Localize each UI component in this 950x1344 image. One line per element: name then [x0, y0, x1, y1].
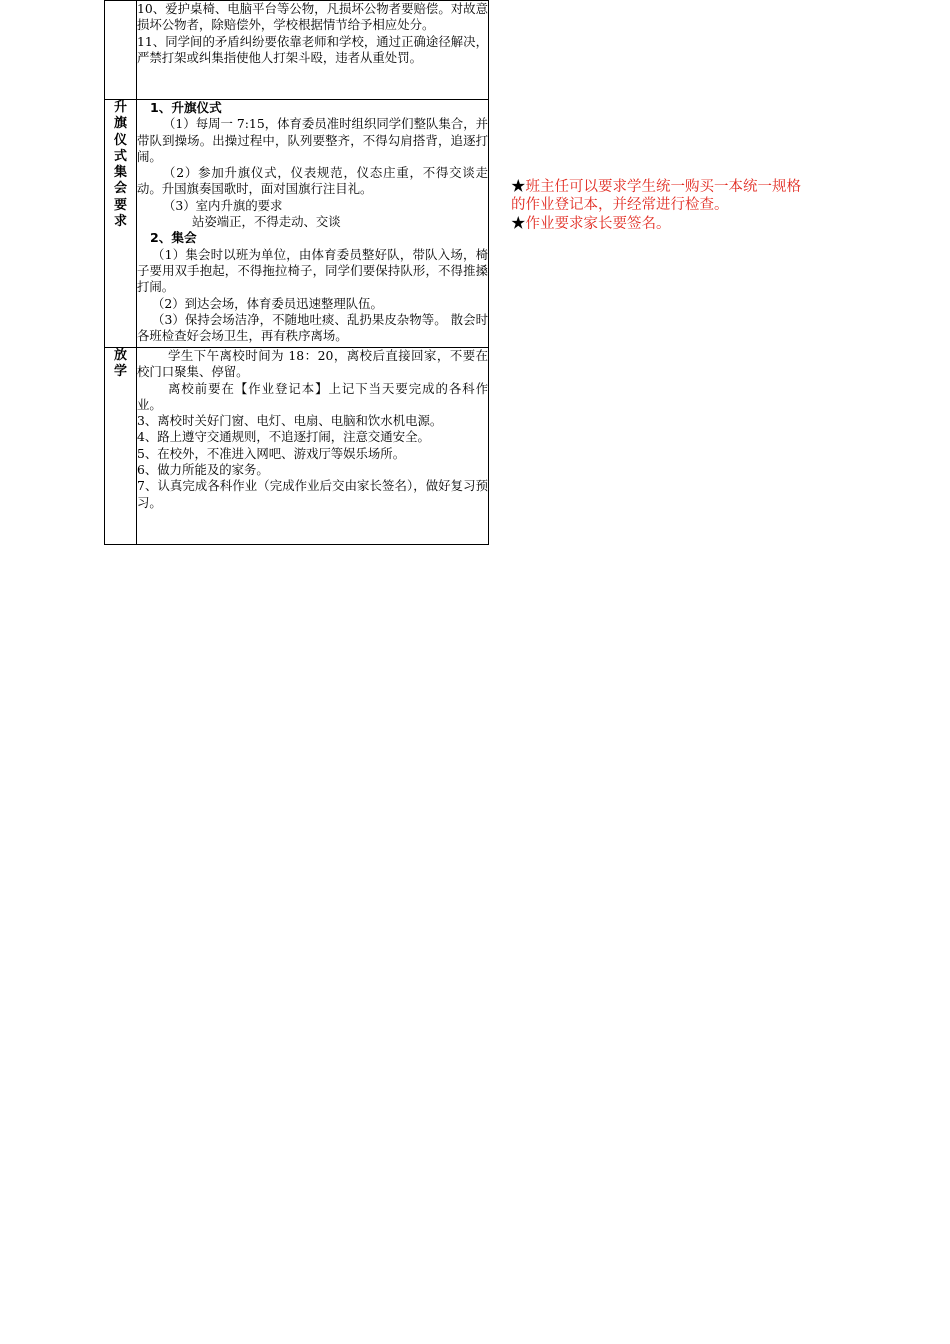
row-content-dismissal	[137, 348, 489, 545]
rule-11: 11、同学间的矛盾纠纷要依靠老师和学校，通过正确途径解决，严禁打架或纠集指使他人打架斗殴，违者从重处罚。	[137, 33, 488, 65]
table-row	[105, 100, 489, 348]
row-content-discipline	[137, 1, 489, 100]
label-char: 要	[113, 197, 127, 213]
assembly-item-3: （3）保持会场洁净，不随地吐痰、乱扔果皮杂物等。 散会时各班检查好会场卫生，再有秩序离场。	[137, 311, 488, 344]
table-row	[105, 1, 489, 100]
heading-flag-raising: 1、升旗仪式	[150, 100, 222, 115]
label-char: 会	[113, 181, 127, 197]
row-label-flag-ceremony	[105, 100, 137, 348]
dismissal-item-3: 3、离校时关好门窗、电灯、电扇、电脑和饮水机电源。	[137, 413, 443, 429]
dismissal-item-1: 学生下午离校时间为 18：20，离校后直接回家，不要在校门口聚集、停留。	[137, 348, 488, 380]
side-notes	[511, 178, 811, 233]
rules-table	[104, 0, 489, 545]
table-row	[105, 348, 489, 545]
star-icon: ★	[511, 179, 526, 195]
label-char: 式	[113, 148, 127, 164]
side-note-text: 作业要求家长要签名。	[525, 215, 671, 232]
side-note-parent-signature	[511, 215, 811, 233]
flag-item-3: （3）室内升旗的要求	[163, 197, 283, 213]
flag-item-2: （2）参加升旗仪式，仪表规范，仪态庄重，不得交谈走动。升国旗奏国歌时，面对国旗行注目礼。	[137, 165, 488, 197]
star-icon: ★	[511, 215, 526, 232]
row-label-dismissal	[105, 348, 137, 545]
label-char: 旗	[113, 116, 127, 132]
heading-assembly: 2、集会	[150, 230, 197, 246]
row-content-flag-ceremony	[137, 100, 489, 348]
side-note-text: 班主任可以要求学生统一购买一本统一规格的作业登记本，并经常进行检查。	[511, 179, 801, 214]
side-note-homework-book	[511, 178, 811, 215]
assembly-item-2: （2）到达会场，体育委员迅速整理队伍。	[152, 295, 383, 311]
label-char: 仪	[113, 132, 127, 148]
dismissal-item-6: 6、做力所能及的家务。	[137, 462, 269, 478]
dismissal-item-7: 7、认真完成各科作业（完成作业后交由家长签名），做好复习预习。	[137, 478, 488, 510]
label-char: 集	[113, 165, 127, 181]
dismissal-item-2: 离校前要在【作业登记本】上记下当天要完成的各科作业。	[137, 380, 488, 412]
assembly-item-1: （1）集会时以班为单位，由体育委员整好队，带队入场，椅子要用双手抱起，不得拖拉椅子，同学们要保持队形，不得推搡打闹。	[137, 246, 488, 295]
flag-item-3-detail: 站姿端正，不得走动、交谈	[192, 214, 341, 230]
rule-10: 10、爱护桌椅、电脑平台等公物，凡损坏公物者要赔偿。对故意损坏公物者，除赔偿外，学校根据情节给予相应处分。	[137, 1, 488, 33]
flag-item-1: （1）每周一 7:15，体育委员准时组织同学们整队集合，并带队到操场。出操过程中，队列要整齐，不得勾肩搭背，追逐打闹。	[137, 116, 488, 164]
label-char: 学	[113, 364, 127, 380]
row-label-empty	[105, 1, 137, 100]
label-char: 放	[113, 348, 127, 363]
label-char: 求	[113, 214, 127, 230]
dismissal-item-5: 5、在校外，不准进入网吧、游戏厅等娱乐场所。	[137, 445, 406, 461]
label-char: 升	[113, 100, 127, 115]
dismissal-item-4: 4、路上遵守交通规则，不追逐打闹，注意交通安全。	[137, 429, 430, 445]
